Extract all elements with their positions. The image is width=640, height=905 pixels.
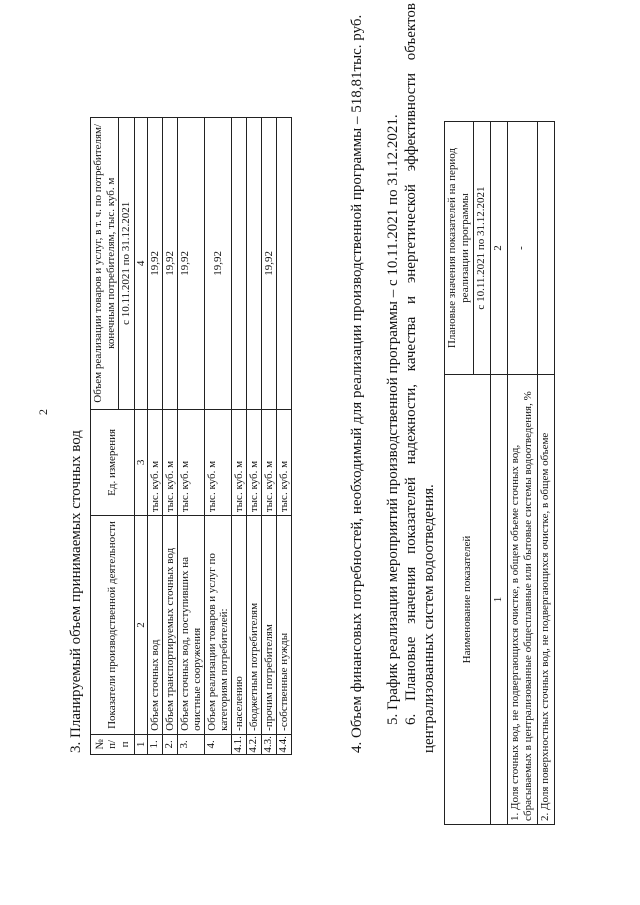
wastewater-volume-table [90, 117, 292, 755]
header-unit: Ед. измерения [91, 409, 135, 516]
paragraph-financial-needs: 4. Объем финансовых потребностей, необходимый для реализации производственной программы – 518,81тыс. руб. [349, 14, 365, 753]
table-row [246, 118, 261, 755]
row-value: 19,92 [147, 118, 162, 410]
header-period: с 10.11.2021 по 31.12.2021 [119, 118, 135, 410]
index-cell: 1 [134, 734, 147, 754]
row-name: 1. Доля сточных вод, не подвергающихся очистке, в общем объеме сточных вод, сбрасываемых в централизованные общесплавные или бытовые системы водоотведения, % [507, 375, 538, 825]
row-value: 19,92 [204, 118, 231, 410]
row-name: -собственные нужды [276, 516, 291, 735]
row-unit: тыс. куб. м [231, 409, 246, 516]
index-cell: 2 [134, 516, 147, 735]
page-number: 2 [36, 409, 50, 415]
row-unit: тыс. куб. м [204, 409, 231, 516]
row-value [276, 118, 291, 410]
row-unit: тыс. куб. м [147, 409, 162, 516]
row-name: Объем транспортируемых сточных вод [162, 516, 177, 735]
index-cell: 3 [134, 409, 147, 516]
table-row [507, 122, 538, 825]
header-indicator-name: Наименование показателей [445, 375, 491, 825]
row-name: -бюджетным потребителям [246, 516, 261, 735]
table-row [276, 118, 291, 755]
row-number: 1. [147, 734, 162, 754]
row-number: 4.2. [246, 734, 261, 754]
header-planned-values: Плановые значения показателей на период реализации программы [445, 122, 474, 375]
row-name: Объем сточных вод, поступивших на очистные сооружения [177, 516, 204, 735]
table-row [204, 118, 231, 755]
table-row [231, 118, 246, 755]
row-name: -прочим потребителям [261, 516, 276, 735]
index-row [490, 122, 507, 825]
reliability-indicators-table [444, 121, 555, 825]
row-unit: тыс. куб. м [177, 409, 204, 516]
row-number: 4.1. [231, 734, 246, 754]
row-name: 2. Доля поверхностных сточных вод, не подвергающихся очистке, в общем объеме [538, 375, 555, 825]
index-cell: 4 [134, 118, 147, 410]
row-name: Объем реализации товаров и услуг по категориям потребителей: [204, 516, 231, 735]
index-cell: 1 [490, 375, 507, 825]
header-indicator: Показатели производственной деятельности [91, 516, 135, 735]
section-title: 3. Планируемый объем принимаемых сточных вод [68, 430, 84, 753]
paragraph-schedule: 5. График реализации мероприятий производственной программы – с 10.11.2021 по 31.12.2021. [385, 114, 401, 725]
row-unit: тыс. куб. м [162, 409, 177, 516]
row-value [246, 118, 261, 410]
row-name: Объем сточных вод [147, 516, 162, 735]
row-number: 3. [177, 734, 204, 754]
row-value: 19,92 [261, 118, 276, 410]
row-value: 19,92 [177, 118, 204, 410]
row-number: 4.3. [261, 734, 276, 754]
header-period: с 10.11.2021 по 31.12.2021 [474, 122, 490, 375]
row-unit: тыс. куб. м [261, 409, 276, 516]
row-value [231, 118, 246, 410]
paragraph-indicators: 6. Плановые значения показателей надежности, качества и энергетической эффективности объектов централизованных систем водоотведения. [403, 3, 437, 753]
row-value: - [507, 122, 538, 375]
row-name: -населению [231, 516, 246, 735]
row-value [538, 122, 555, 375]
table-row [162, 118, 177, 755]
row-number: 2. [162, 734, 177, 754]
row-unit: тыс. куб. м [276, 409, 291, 516]
row-number: 4.4. [276, 734, 291, 754]
header-num: № п/п [91, 734, 135, 754]
table-row [538, 122, 555, 825]
index-row [134, 118, 147, 755]
header-volume: Объем реализации товаров и услуг, в т. ч. по потребителям/ конечным потребителям, тыс. куб. м [91, 118, 119, 410]
table-row [261, 118, 276, 755]
row-value: 19,92 [162, 118, 177, 410]
table-row [147, 118, 162, 755]
row-unit: тыс. куб. м [246, 409, 261, 516]
table-row [177, 118, 204, 755]
index-cell: 2 [490, 122, 507, 375]
row-number: 4. [204, 734, 231, 754]
